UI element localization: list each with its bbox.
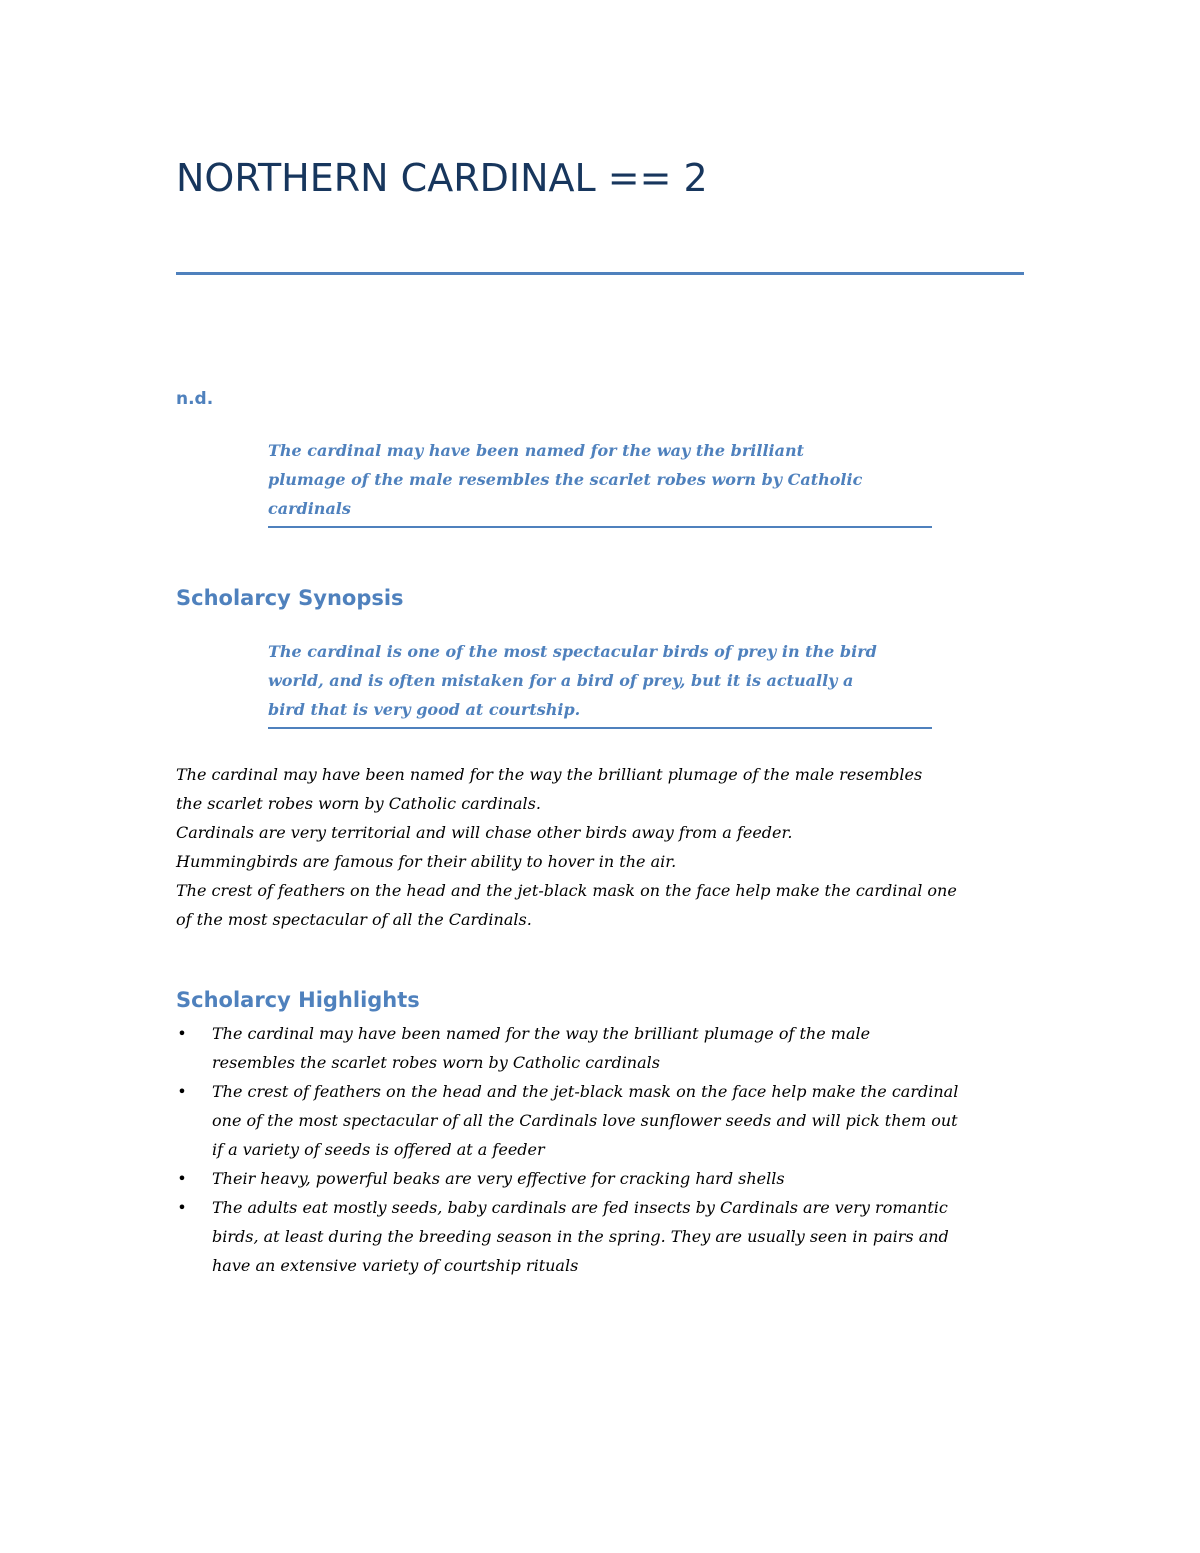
body-line: the scarlet robes worn by Catholic cardinals.: [176, 794, 541, 813]
highlight-line: The cardinal may have been named for the way the brilliant plumage of the male: [212, 1024, 871, 1043]
highlight-line: have an extensive variety of courtship rituals: [212, 1256, 579, 1275]
bullet-icon: •: [177, 1024, 187, 1043]
body-line: The cardinal may have been named for the way the brilliant plumage of the male resembles: [176, 765, 923, 784]
highlight-line: The crest of feathers on the head and the jet-black mask on the face help make the cardinal: [212, 1082, 959, 1101]
highlight-item: [176, 1164, 1036, 1193]
intro-quote-line: cardinals: [268, 499, 351, 518]
highlight-line: resembles the scarlet robes worn by Catholic cardinals: [212, 1053, 660, 1072]
synopsis-quote: [268, 637, 932, 729]
highlight-line: if a variety of seeds is offered at a feeder: [212, 1140, 545, 1159]
title-divider: [176, 272, 1024, 275]
body-line: Cardinals are very territorial and will chase other birds away from a feeder.: [176, 823, 793, 842]
synopsis-body: [176, 760, 1036, 934]
highlight-line: birds, at least during the breeding season in the spring. They are usually seen in pairs and: [212, 1227, 949, 1246]
highlight-item: [176, 1019, 1036, 1077]
bullet-icon: •: [177, 1082, 187, 1101]
document-title: NORTHERN CARDINAL == 2: [176, 156, 708, 200]
date-label: n.d.: [176, 389, 214, 409]
intro-quote-line: plumage of the male resembles the scarlet robes worn by Catholic: [268, 470, 863, 489]
highlights-list: [176, 1019, 1036, 1280]
highlight-line: The adults eat mostly seeds, baby cardinals are fed insects by Cardinals are very romantic: [212, 1198, 948, 1217]
intro-quote-line: The cardinal may have been named for the way the brilliant: [268, 441, 804, 460]
synopsis-quote-line: bird that is very good at courtship.: [268, 700, 581, 719]
bullet-icon: •: [177, 1198, 187, 1217]
body-line: The crest of feathers on the head and the jet-black mask on the face help make the cardinal one: [176, 881, 957, 900]
highlight-item: [176, 1193, 1036, 1280]
bullet-icon: •: [177, 1169, 187, 1188]
body-line: Hummingbirds are famous for their ability to hover in the air.: [176, 852, 677, 871]
intro-quote: [268, 436, 932, 528]
synopsis-quote-line: The cardinal is one of the most spectacular birds of prey in the bird: [268, 642, 877, 661]
body-line: of the most spectacular of all the Cardinals.: [176, 910, 532, 929]
highlight-line: one of the most spectacular of all the Cardinals love sunflower seeds and will pick them out: [212, 1111, 958, 1130]
synopsis-quote-line: world, and is often mistaken for a bird of prey, but it is actually a: [268, 671, 854, 690]
highlights-heading: Scholarcy Highlights: [176, 988, 420, 1012]
synopsis-heading: Scholarcy Synopsis: [176, 586, 404, 610]
highlight-item: [176, 1077, 1036, 1164]
highlight-line: Their heavy, powerful beaks are very effective for cracking hard shells: [212, 1169, 785, 1188]
